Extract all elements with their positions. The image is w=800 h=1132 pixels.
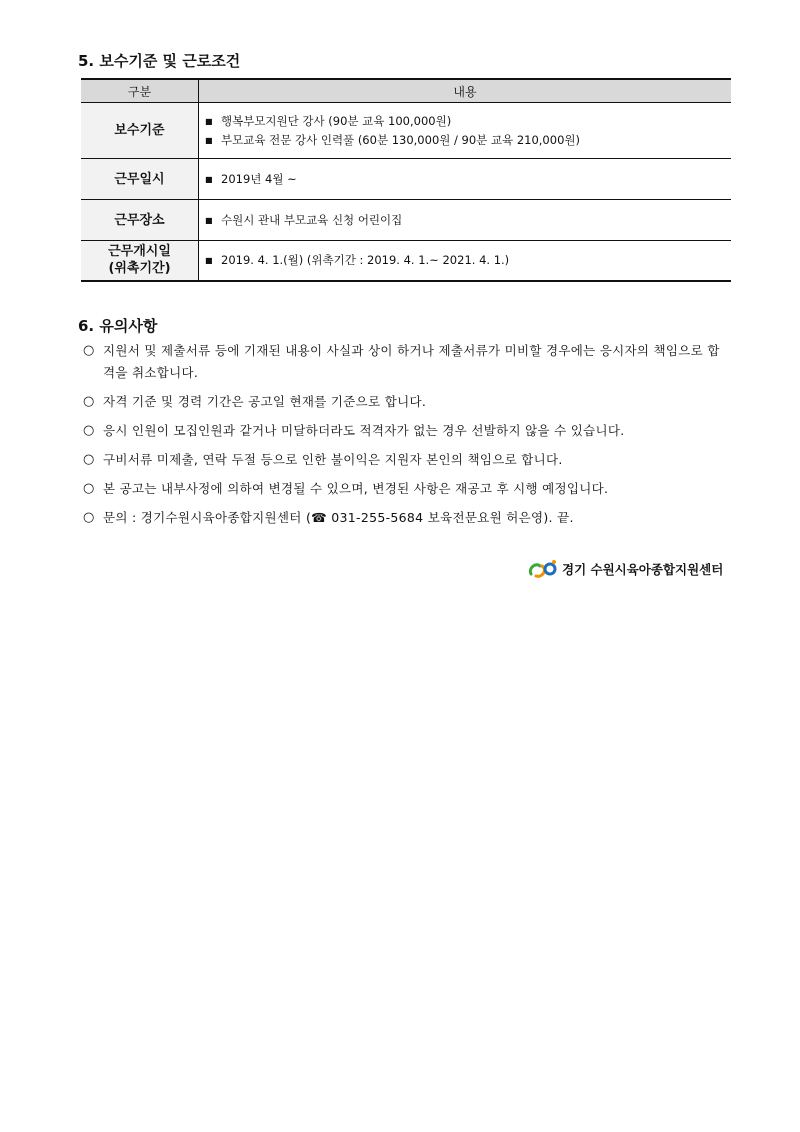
section-5-title: 5. 보수기준 및 근로조건 <box>78 52 241 70</box>
row-label: 근무장소 <box>81 200 199 241</box>
center-logo-icon <box>528 558 558 580</box>
table-row <box>81 200 731 241</box>
square-bullet-icon: ■ <box>205 135 213 145</box>
row-label: 근무일시 <box>81 159 199 200</box>
list-item: ■ 2019. 4. 1.(월) (위촉기간 : 2019. 4. 1.~ 2021. 4. 1.) <box>205 251 731 270</box>
row-label: 근무개시일 (위촉기간) <box>81 241 199 281</box>
square-bullet-icon: ■ <box>205 215 213 225</box>
list-item: ○ 지원서 및 제출서류 등에 기재된 내용이 사실과 상이 하거나 제출서류가 미비할 경우에는 응시자의 책임으로 합격을 취소합니다. <box>83 340 733 384</box>
circle-bullet-icon: ○ <box>83 481 95 496</box>
square-bullet-icon: ■ <box>205 255 213 265</box>
section-6-title: 6. 유의사항 <box>78 317 158 335</box>
row-content <box>199 200 732 241</box>
square-bullet-icon: ■ <box>205 174 213 184</box>
list-item: ○ 구비서류 미제출, 연락 두절 등으로 인한 불이익은 지원자 본인의 책임으로 합니다. <box>83 449 733 471</box>
circle-bullet-icon: ○ <box>83 343 95 358</box>
table-row <box>81 103 731 159</box>
square-bullet-icon: ■ <box>205 116 213 126</box>
list-item: ■ 수원시 관내 부모교육 신청 어린이집 <box>205 211 731 230</box>
circle-bullet-icon: ○ <box>83 510 95 525</box>
list-item: ○ 자격 기준 및 경력 기간은 공고일 현재를 기준으로 합니다. <box>83 391 733 413</box>
table-row <box>81 159 731 200</box>
circle-bullet-icon: ○ <box>83 394 95 409</box>
center-logo <box>528 558 723 580</box>
row-content <box>199 159 732 200</box>
list-item: ■ 행복부모지원단 강사 (90분 교육 100,000원) <box>205 112 731 131</box>
list-item: ○ 본 공고는 내부사정에 의하여 변경될 수 있으며, 변경된 사항은 재공고 후 시행 예정입니다. <box>83 478 733 500</box>
circle-bullet-icon: ○ <box>83 423 95 438</box>
center-logo-text: 경기 수원시육아종합지원센터 <box>562 562 724 577</box>
row-label: 보수기준 <box>81 103 199 159</box>
list-item: ○ 응시 인원이 모집인원과 같거나 미달하더라도 적격자가 없는 경우 선발하지 않을 수 있습니다. <box>83 420 733 442</box>
table-header-row <box>81 79 731 103</box>
conditions-table <box>81 78 731 282</box>
list-item: ■ 부모교육 전문 강사 인력풀 (60분 130,000원 / 90분 교육 210,000원) <box>205 131 731 150</box>
table-row <box>81 241 731 281</box>
row-content <box>199 103 732 159</box>
list-item: ○ 문의 : 경기수원시육아종합지원센터 (☎ 031-255-5684 보육전문요원 허은영). 끝. <box>83 507 733 529</box>
circle-bullet-icon: ○ <box>83 452 95 467</box>
header-content: 내용 <box>199 79 732 103</box>
row-content <box>199 241 732 281</box>
header-category: 구분 <box>81 79 199 103</box>
notes-list <box>83 340 733 536</box>
list-item: ■ 2019년 4월 ~ <box>205 170 731 189</box>
